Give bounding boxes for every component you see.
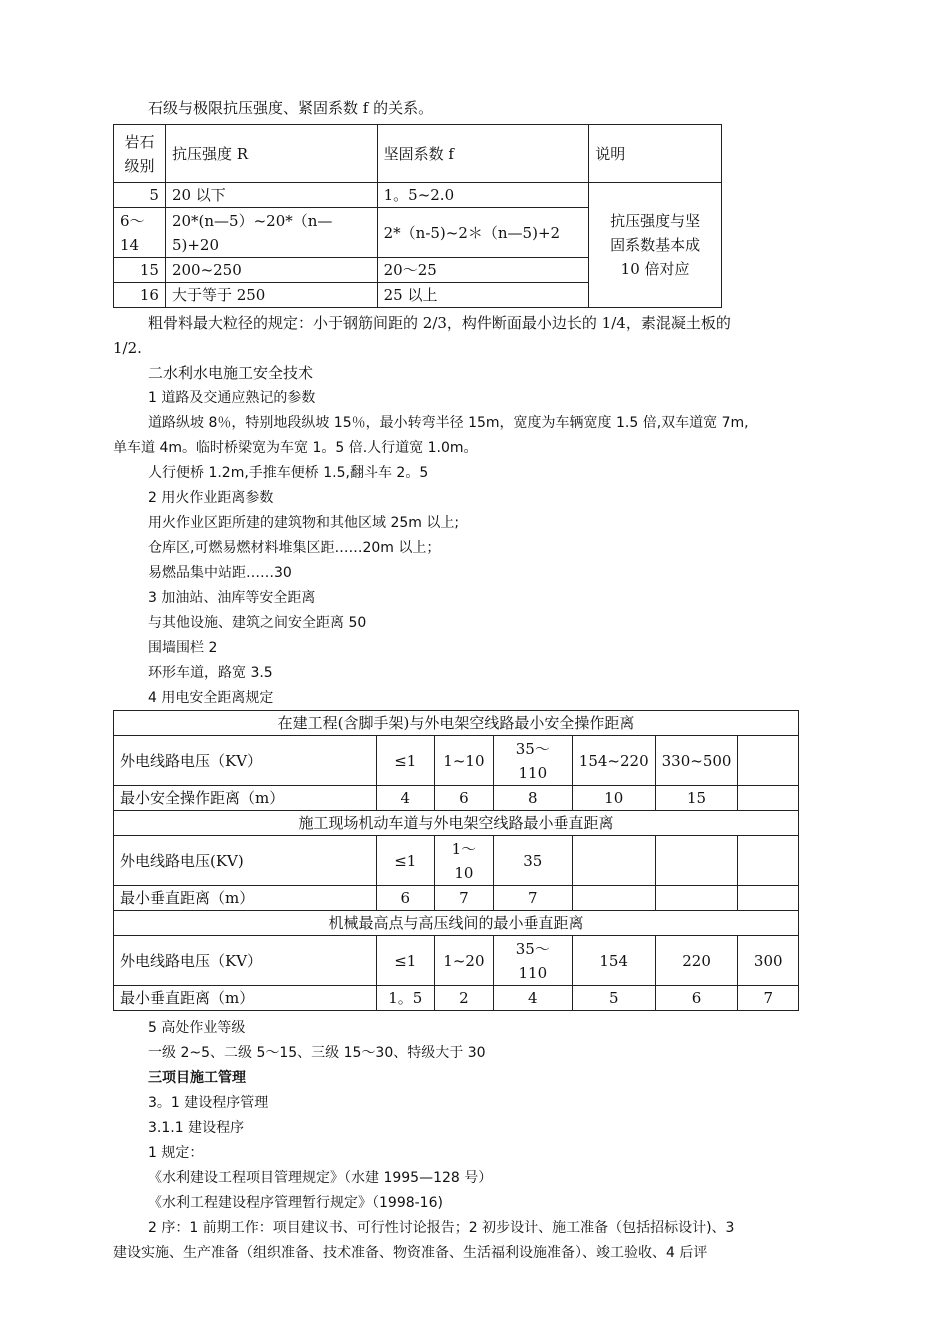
empty-cell (738, 736, 799, 786)
table-row (114, 886, 799, 911)
t1-voltage-label: 外电线路电压（KV） (114, 736, 377, 786)
t2-dist-cell: 7 (493, 886, 572, 911)
t1-dist-cell: 4 (376, 786, 434, 811)
strength-line1: 20*(n—5）~20*（n— (171, 211, 333, 230)
table-row (114, 786, 799, 811)
empty-cell (655, 836, 738, 886)
t1-voltage-cell: ≤1 (376, 736, 434, 786)
cell-grade: 16 (114, 283, 166, 308)
s2-4-title: 4 用电安全距离规定 (148, 690, 274, 706)
s2-1-line1: 道路纵坡 8％，特别地段纵坡 15％，最小转弯半径 15m，宽度为车辆宽度 1.5 倍,双车道宽 7m, (148, 415, 749, 431)
table-row (114, 183, 722, 208)
table-row (114, 736, 799, 786)
empty-cell (572, 886, 655, 911)
t3-title: 机械最高点与高压线间的最小垂直距离 (114, 911, 799, 936)
header-coef: 坚固系数 f (377, 125, 589, 183)
empty-cell (738, 786, 799, 811)
t3-voltage-cell: 220 (655, 936, 738, 986)
note-line1: 抗压强度与坚 (610, 212, 701, 230)
s3-law2: 《水利工程建设程序管理暂行规定》（1998-16) (148, 1195, 443, 1211)
t1-voltage-cell: 1~10 (434, 736, 493, 786)
empty-cell (655, 886, 738, 911)
note-line3: 10 倍对应 (620, 260, 690, 278)
voltage-line1: 1～ (451, 839, 477, 858)
electrical-distance-table (113, 710, 799, 1011)
header-note: 说明 (589, 125, 722, 183)
rock-grade-table (113, 124, 722, 308)
t1-dist-label: 最小安全操作距离（m） (114, 786, 377, 811)
s2-2-line2: 仓库区,可燃易燃材料堆集区距……20m 以上； (148, 540, 441, 556)
note-line2: 固系数基本成 (610, 236, 701, 254)
header-grade-line2: 级别 (124, 156, 155, 175)
aggregate-text-line1: 粗骨料最大粒径的规定：小于钢筋间距的 2/3，构件断面最小边长的 1/4，素混凝土板的 (148, 314, 731, 332)
t1-dist-cell: 8 (493, 786, 572, 811)
t3-voltage-label: 外电线路电压（KV） (114, 936, 377, 986)
s3-1-1: 3.1.1 建设程序 (148, 1120, 245, 1136)
s2-1-title: 1 道路及交通应熟记的参数 (148, 390, 316, 406)
voltage-line1: 35～ (515, 939, 550, 958)
table-title-row (114, 811, 799, 836)
cell-strength: 200~250 (165, 258, 377, 283)
t2-voltage-label: 外电线路电压(KV) (114, 836, 377, 886)
t2-dist-cell: 6 (376, 886, 434, 911)
s2-1-line2: 单车道 4m。临时桥梁宽为车宽 1。5 倍.人行道宽 1.0m。 (113, 440, 478, 456)
t2-title: 施工现场机动车道与外电架空线路最小垂直距离 (114, 811, 799, 836)
t3-voltage-cell: ≤1 (376, 936, 434, 986)
t1-voltage-cell: 154~220 (572, 736, 655, 786)
t2-voltage-cell: 35 (493, 836, 572, 886)
cell-grade: 5 (114, 183, 166, 208)
s2-5-title: 5 高处作业等级 (148, 1020, 246, 1036)
t3-dist-cell: 2 (434, 986, 493, 1011)
t3-voltage-cell (493, 936, 572, 986)
aggregate-text-line2: 1/2. (113, 339, 142, 357)
cell-note (589, 183, 722, 308)
s2-2-line3: 易燃品集中站距……30 (148, 565, 292, 581)
s2-2-title: 2 用火作业距离参数 (148, 490, 274, 506)
cell-strength: 20 以下 (165, 183, 377, 208)
t3-dist-label: 最小垂直距离（m） (114, 986, 377, 1011)
header-strength: 抗压强度 R (165, 125, 377, 183)
section3-title: 三项目施工管理 (148, 1070, 246, 1086)
t3-voltage-cell: 1~20 (434, 936, 493, 986)
table-row (114, 936, 799, 986)
header-grade-line1: 岩石 (124, 132, 155, 151)
s3-1: 3。1 建设程序管理 (148, 1095, 269, 1111)
voltage-line1: 35～ (515, 739, 550, 758)
empty-cell (738, 886, 799, 911)
s3-law1: 《水利建设工程项目管理规定》（水建 1995—128 号） (148, 1170, 493, 1186)
t1-voltage-cell: 330~500 (655, 736, 738, 786)
s2-5-line1: 一级 2~5、二级 5～15、三级 15～30、特级大于 30 (148, 1045, 486, 1061)
s3-seq-line2: 建设实施、生产准备（组织准备、技术准备、物资准备、生活福利设施准备）、竣工验收、4 后评 (113, 1245, 708, 1261)
table-header-row (114, 125, 722, 183)
table-title-row (114, 711, 799, 736)
s2-3-line1: 与其他设施、建筑之间安全距离 50 (148, 615, 367, 631)
t2-voltage-cell (434, 836, 493, 886)
t1-dist-cell: 15 (655, 786, 738, 811)
intro-rock-text: 石级与极限抗压强度、紧固系数 f 的关系。 (148, 99, 434, 117)
t3-dist-cell: 4 (493, 986, 572, 1011)
t1-dist-cell: 6 (434, 786, 493, 811)
t2-dist-cell: 7 (434, 886, 493, 911)
grade-line2: 14 (120, 235, 140, 254)
s2-2-line1: 用火作业区距所建的建筑物和其他区域 25m 以上; (148, 515, 460, 531)
table-row (114, 986, 799, 1011)
cell-strength: 大于等于 250 (165, 283, 377, 308)
t3-voltage-cell: 154 (572, 936, 655, 986)
t1-title: 在建工程(含脚手架)与外电架空线路最小安全操作距离 (114, 711, 799, 736)
s2-3-line2: 围墙围栏 2 (148, 640, 218, 656)
cell-grade: 15 (114, 258, 166, 283)
cell-coef: 1。5~2.0 (377, 183, 589, 208)
t3-dist-cell: 6 (655, 986, 738, 1011)
t3-dist-cell: 7 (738, 986, 799, 1011)
empty-cell (572, 836, 655, 886)
s2-1-line3: 人行便桥 1.2m,手推车便桥 1.5,翻斗车 2。5 (148, 465, 429, 481)
voltage-line2: 110 (518, 763, 548, 782)
grade-line1: 6～ (120, 211, 145, 230)
cell-coef: 2*（n-5)~2＊（n—5)+2 (377, 208, 589, 258)
cell-grade (114, 208, 166, 258)
empty-cell (738, 836, 799, 886)
s3-rule: 1 规定： (148, 1145, 204, 1161)
cell-coef: 25 以上 (377, 283, 589, 308)
t3-voltage-cell: 300 (738, 936, 799, 986)
voltage-line2: 110 (518, 963, 548, 982)
voltage-line2: 10 (454, 863, 474, 882)
header-grade (114, 125, 166, 183)
strength-line2: 5)+20 (171, 235, 219, 254)
section2-title: 二水利水电施工安全技术 (148, 364, 314, 382)
t3-dist-cell: 5 (572, 986, 655, 1011)
t1-dist-cell: 10 (572, 786, 655, 811)
table-row (114, 836, 799, 886)
table-title-row (114, 911, 799, 936)
t2-dist-label: 最小垂直距离（m） (114, 886, 377, 911)
s2-3-title: 3 加油站、油库等安全距离 (148, 590, 316, 606)
s2-3-line3: 环形车道，路宽 3.5 (148, 665, 273, 681)
cell-strength (165, 208, 377, 258)
t2-voltage-cell: ≤1 (376, 836, 434, 886)
t3-dist-cell: 1。5 (376, 986, 434, 1011)
cell-coef: 20～25 (377, 258, 589, 283)
t1-voltage-cell (493, 736, 572, 786)
s3-seq-line1: 2 序：1 前期工作：项目建议书、可行性讨论报告；2 初步设计、施工准备（包括招标设计)、3 (148, 1220, 735, 1236)
